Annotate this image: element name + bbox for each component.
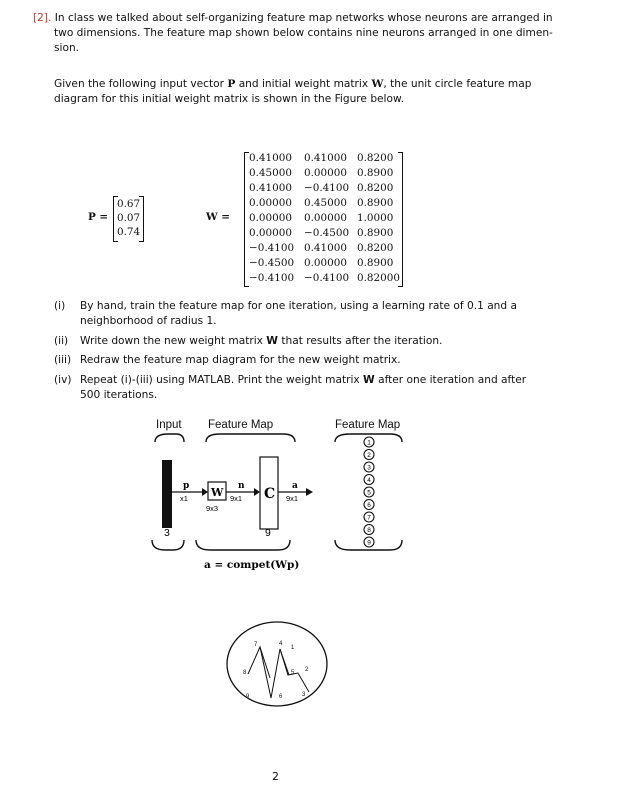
neuron-label: 4 (367, 477, 371, 484)
a-arrowhead (306, 488, 313, 496)
a-label: a (292, 481, 298, 491)
n-dim: 9x1 (230, 494, 243, 503)
neuron-label: 6 (367, 502, 371, 509)
W-cell: 0.8900 (357, 197, 394, 209)
W-cell: 0.8900 (357, 227, 394, 239)
page-number: 2 (272, 770, 279, 783)
task-text: By hand, train the feature map for one iteration, using a learning rate of 0.1 and a (80, 300, 517, 312)
neuron-label: 2 (367, 452, 371, 459)
neuron-label: 8 (367, 527, 371, 534)
feature-bottom-brace (196, 540, 290, 550)
feature-path (248, 647, 309, 698)
W-cell: −0.4100 (304, 182, 350, 194)
feature-path-link (280, 649, 289, 675)
label-feature-map-right: Feature Map (335, 419, 401, 431)
neuron-count: 9 (265, 527, 271, 539)
feature-path-link (260, 647, 270, 678)
W-cell: −0.4100 (249, 242, 295, 254)
W-cell: 1.0000 (357, 212, 394, 224)
W-cell: 0.8900 (357, 257, 394, 269)
point-label: 8 (243, 670, 247, 676)
neuron-column (364, 437, 374, 547)
problem-number: [2]. (33, 12, 52, 24)
task-text: Redraw the feature map diagram for the new weight matrix. (80, 354, 401, 366)
point-label: 1 (291, 645, 295, 651)
task-text: 500 iterations. (80, 389, 158, 401)
P-values (117, 197, 140, 239)
W-cell: 0.00000 (304, 212, 347, 224)
given-P: P (227, 78, 236, 90)
P-value: 0.67 (117, 198, 141, 210)
task-text: neighborhood of radius 1. (80, 315, 217, 327)
intro-line-3: sion. (54, 42, 80, 54)
given-W: W (371, 78, 384, 90)
n-arrowhead (254, 488, 260, 496)
p-label: p (183, 481, 190, 491)
task-number: (ii) (54, 335, 69, 347)
input-bottom-brace (152, 540, 184, 550)
W-cell: 0.8200 (357, 182, 394, 194)
C-label: C (264, 486, 276, 502)
task-text: Write down the new weight matrix (80, 335, 267, 347)
neuron-label: 3 (367, 464, 371, 472)
W-matrix-body (249, 151, 399, 287)
p-arrowhead (202, 488, 208, 496)
point-label: 3 (302, 692, 306, 698)
W-cell: 0.8200 (357, 152, 394, 164)
neuron-label: 7 (367, 514, 371, 522)
neuron-label: 5 (367, 489, 371, 497)
input-top-brace (155, 434, 184, 442)
P-value: 0.07 (117, 212, 141, 224)
problem-intro (33, 11, 563, 56)
W-cell: 0.8900 (357, 167, 394, 179)
task-bold-W: W (266, 335, 278, 347)
task-i (54, 299, 554, 329)
point-label: 6 (279, 694, 283, 700)
W-cell: −0.4500 (304, 227, 350, 239)
W-cell: 0.00000 (249, 227, 292, 239)
point-label: 5 (291, 670, 295, 676)
W-cell: 0.45000 (249, 167, 292, 179)
P-value: 0.74 (117, 226, 141, 238)
W-cell: 0.00000 (249, 212, 292, 224)
W-box-label: W (211, 486, 224, 499)
given-text-a: Given the following input vector (54, 78, 228, 90)
task-text: Repeat (i)-(iii) using MATLAB. Print the weight matrix (80, 374, 364, 386)
task-ii (54, 334, 554, 349)
W-dim: 9x3 (206, 504, 219, 513)
point-label: 2 (305, 667, 309, 673)
W-cell: 0.41000 (304, 152, 347, 164)
p-dim: x1 (180, 494, 188, 503)
a-dim: 9x1 (286, 494, 299, 503)
W-label: W = (206, 211, 230, 223)
W-cell: −0.4100 (304, 272, 350, 284)
network-diagram (140, 412, 420, 582)
W-cell: −0.4100 (249, 272, 295, 284)
given-text-c: , the unit circle feature map (383, 78, 532, 90)
task-iv (54, 373, 554, 403)
W-cell: 0.00000 (304, 257, 347, 269)
label-input: Input (156, 419, 182, 431)
W-cell: −0.4500 (249, 257, 295, 269)
W-cell: 0.41000 (249, 182, 292, 194)
W-cell: 0.8200 (357, 242, 394, 254)
point-label: 4 (279, 641, 283, 647)
task-text: after one iteration and after (374, 374, 527, 386)
equation: a = compet(Wp) (204, 559, 300, 571)
task-bold-W: W (363, 374, 375, 386)
W-cell: 0.00000 (249, 197, 292, 209)
task-number: (iv) (54, 374, 72, 386)
task-list (54, 299, 554, 409)
point-label: 9 (246, 694, 250, 700)
label-feature-map: Feature Map (208, 419, 274, 431)
given-text-b: and initial weight matrix (235, 78, 372, 90)
point-label: 7 (254, 642, 258, 648)
P-label: P = (88, 211, 109, 223)
input-bar (162, 460, 172, 528)
unit-circle-diagram (218, 614, 338, 714)
given-line-2: diagram for this initial weight matrix is shown in the Figure below. (54, 93, 405, 105)
intro-line-1: In class we talked about self-organizing feature map networks whose neurons are arranged in (54, 12, 553, 24)
W-cell: 0.41000 (304, 242, 347, 254)
task-iii (54, 353, 554, 368)
n-label: n (238, 481, 245, 491)
W-cell: 0.00000 (304, 167, 347, 179)
given-paragraph (54, 77, 564, 107)
neuron-label: 1 (367, 439, 371, 447)
feature-top-brace (206, 434, 295, 442)
task-number: (iii) (54, 354, 72, 366)
W-cell: 0.82000 (357, 272, 400, 284)
task-number: (i) (54, 300, 66, 312)
task-text: that results after the iteration. (277, 335, 443, 347)
input-count: 3 (164, 527, 170, 539)
neuron-label: 9 (367, 539, 371, 547)
intro-line-2: two dimensions. The feature map shown below contains nine neurons arranged in one dimen- (54, 27, 553, 39)
W-cell: 0.41000 (249, 152, 292, 164)
W-cell: 0.45000 (304, 197, 347, 209)
